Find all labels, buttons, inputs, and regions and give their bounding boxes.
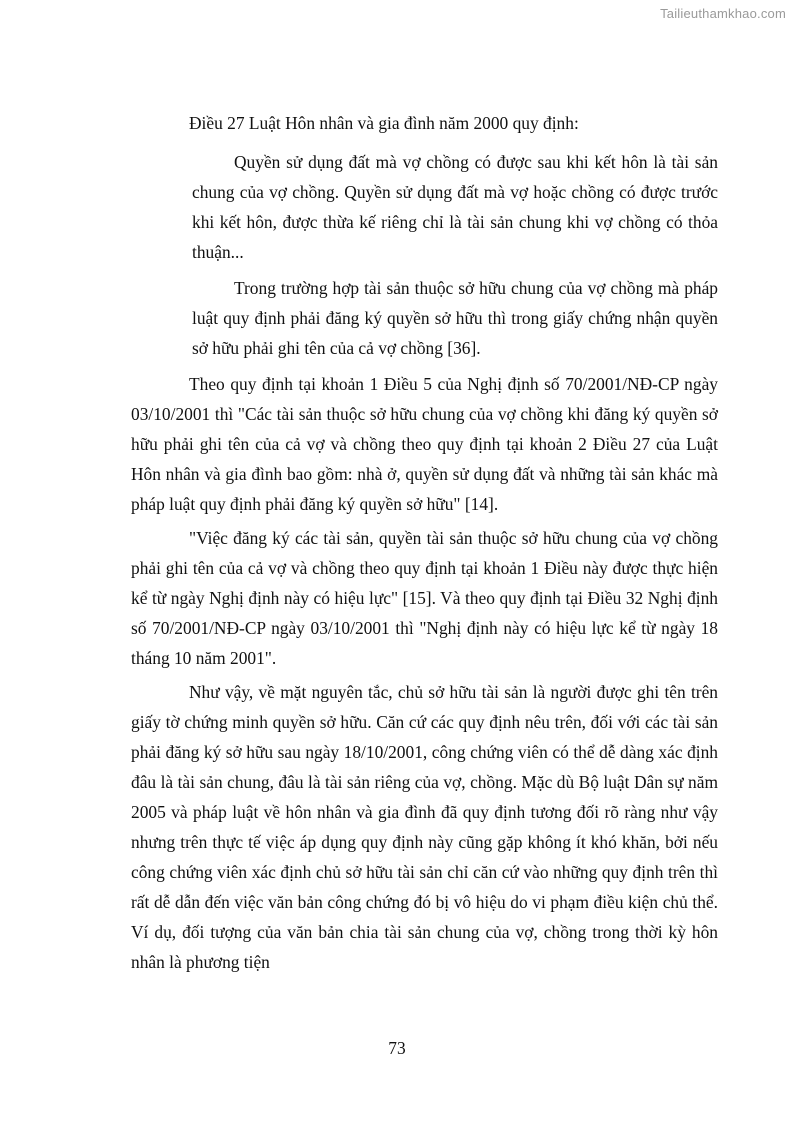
quote-paragraph: Quyền sử dụng đất mà vợ chồng có được sau khi kết hôn là tài sản chung của vợ chồng. Quyền sử dụng đất mà vợ hoặc chồng có được trước khi kết hôn, được thừa kế riêng chỉ là tài sản chung khi vợ chồng có thỏa thuận...: [192, 152, 718, 262]
body-paragraph: Như vậy, về mặt nguyên tắc, chủ sở hữu tài sản là người được ghi tên trên giấy tờ chứng minh quyền sở hữu. Căn cứ các quy định nêu trên, đối với các tài sản phải đăng ký sở hữu sau ngày 18/10/2001, công chứng viên có thể dễ dàng xác định đâu là tài sản chung, đâu là tài sản riêng của vợ, chồng. Mặc dù Bộ luật Dân sự năm 2005 và pháp luật về hôn nhân và gia đình đã quy định tương đối rõ ràng như vậy nhưng trên thực tế việc áp dụng quy định này cũng gặp không ít khó khăn, bởi nếu công chứng viên xác định chủ sở hữu tài sản chỉ căn cứ vào những quy định trên thì rất dễ dẫn đến việc văn bản công chứng đó bị vô hiệu do vi phạm điều kiện chủ thể. Ví dụ, đối tượng của văn bản chia tài sản chung của vợ, chồng trong thời kỳ hôn nhân là phương tiện: [131, 682, 718, 972]
document-body: [131, 108, 718, 977]
quote-paragraph: Trong trường hợp tài sản thuộc sở hữu chung của vợ chồng mà pháp luật quy định phải đăng ký quyền sở hữu thì trong giấy chứng nhận quyền sở hữu phải ghi tên của cả vợ chồng [36].: [192, 278, 718, 358]
page-number: 73: [388, 1038, 406, 1058]
lead-sentence: Điều 27 Luật Hôn nhân và gia đình năm 2000 quy định:: [189, 113, 579, 133]
watermark: Tailieuthamkhao.com: [660, 6, 786, 21]
block-quote: [192, 147, 718, 363]
body-paragraph: Theo quy định tại khoản 1 Điều 5 của Nghị định số 70/2001/NĐ-CP ngày 03/10/2001 thì "Các tài sản thuộc sở hữu chung của vợ chồng khi đăng ký quyền sở hữu phải ghi tên của cả vợ và chồng theo quy định tại khoản 2 Điều 27 của Luật Hôn nhân và gia đình bao gồm: nhà ở, quyền sử dụng đất và những tài sản khác mà pháp luật quy định phải đăng ký quyền sở hữu" [14].: [131, 374, 718, 514]
body-paragraph: "Việc đăng ký các tài sản, quyền tài sản thuộc sở hữu chung của vợ chồng phải ghi tên của cả vợ và chồng theo quy định tại khoản 1 Điều này được thực hiện kể từ ngày Nghị định này có hiệu lực" [15]. Và theo quy định tại Điều 32 Nghị định số 70/2001/NĐ-CP ngày 03/10/2001 thì "Nghị định này có hiệu lực kể từ ngày 18 tháng 10 năm 2001".: [131, 528, 718, 668]
